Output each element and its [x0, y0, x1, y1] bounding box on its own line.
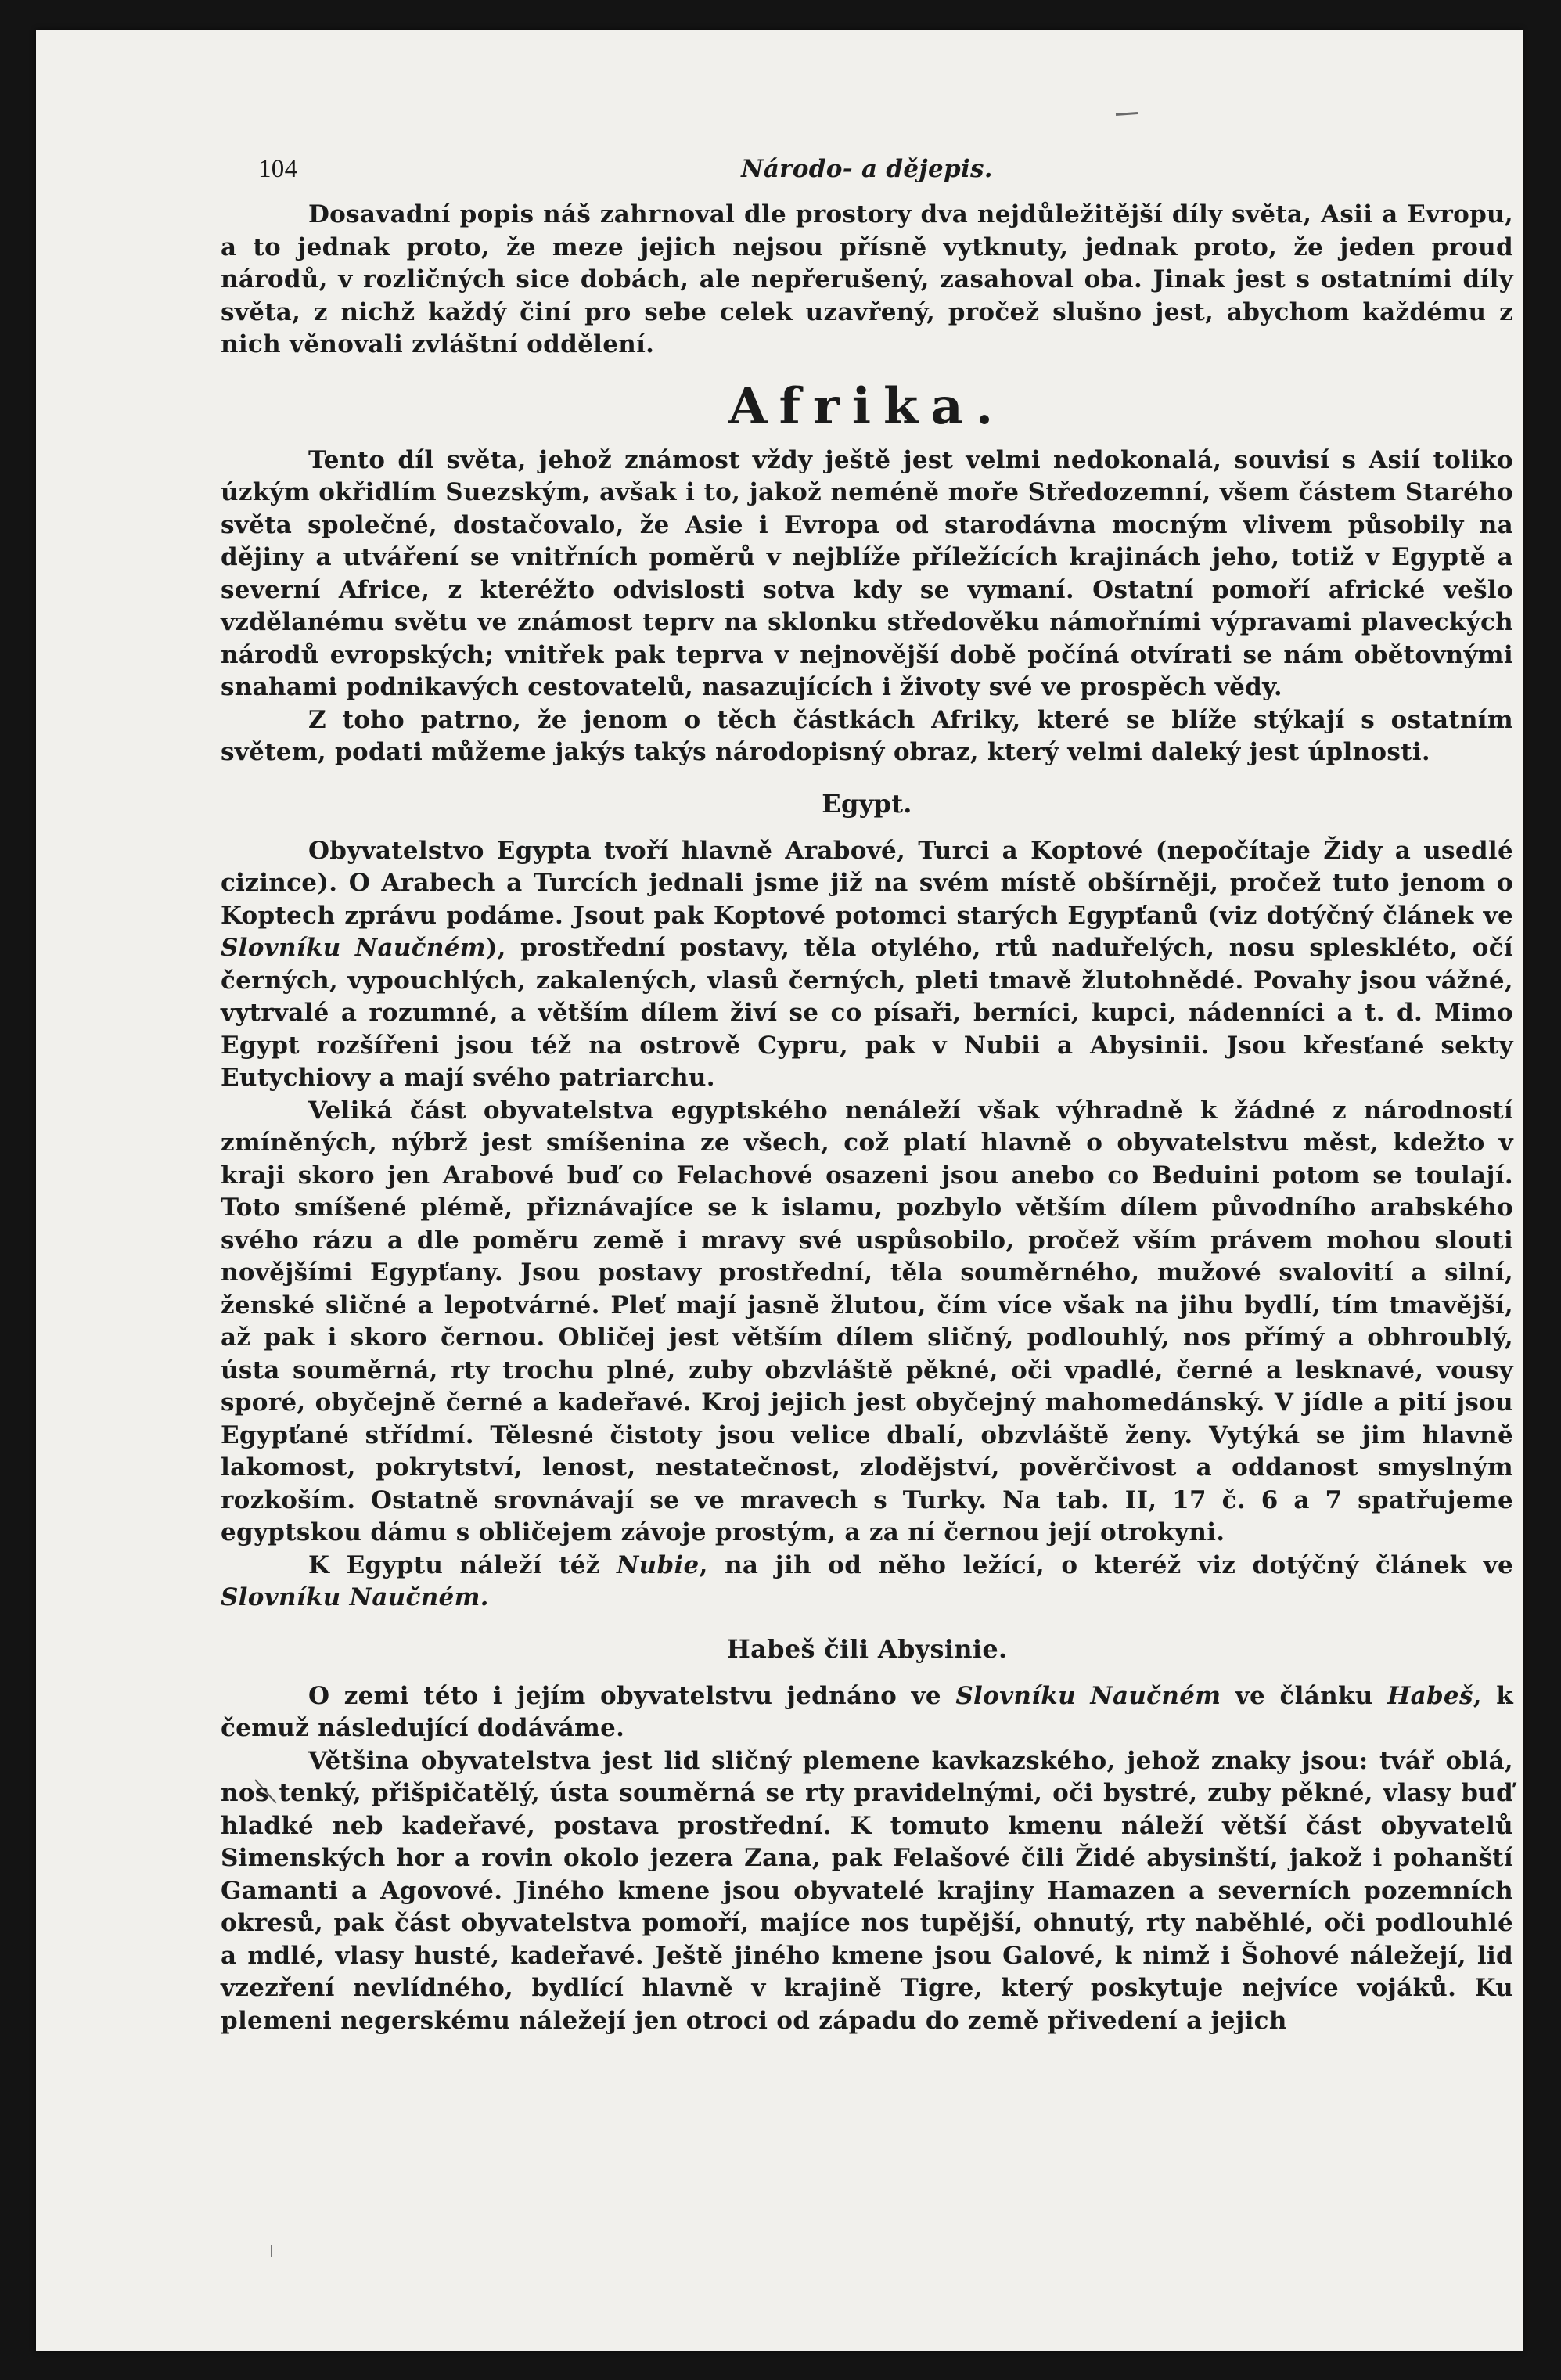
section-title-afrika: Afrika.	[728, 376, 1006, 436]
afrika-paragraph-2: Z toho patrno, že jenom o těch částkách Afriky, které se blíže stýkají s ostatním světem, podati můžeme jakýs takýs národopisný obraz, který velmi daleký jest úplnosti.	[221, 705, 1513, 766]
reference-slovnik: Slovníku Naučném	[955, 1681, 1221, 1710]
reference-slovnik: Slovníku Naučném.	[221, 1583, 489, 1611]
habes-paragraph-2: Většina obyvatelstva jest lid sličný plemene kavkazského, jehož znaky jsou: tvář oblá, nos tenký, přišpičatělý, ústa souměrná se rty pravidelnými, oči bystré, zuby pěkné, vlasy buď hladké neb kadeřavé, postava prostřední. K tomuto kmenu náleží větší část obyvatelů Simenských hor a rovin okolo jezera Zana, pak Felašové čili Židé abysinští, jakož i pohanští Gamanti a Agovové. Jiného kmene jsou obyvatelé krajiny Hamazen a severních pozemních okresů, pak část obyvatelstva pomoří, majíce nos tupější, ohnutý, rty naběhlé, oči podlouhlé a mdlé, vlasy husté, kadeřavé. Ještě jiného kmene jsou Galové, k nimž i Šohové náležejí, lid vzezření nevlídného, bydlící hlavně v krajině Tigre, který poskytuje nejvíce vojáků. Ku plemeni negerskému náležejí jen otroci od západu do země přivedení a jejich	[221, 1746, 1513, 2035]
text-run: Obyvatelstvo Egypta tvoří hlavně Arabové, Turci a Koptové (nepočítaje Židy a usedlé cizince). O Arabech a Turcích jednali jsme již na svém místě obšírněji, pročež tuto jenom o Koptech zprávu podáme. Jsout pak Koptové potomci starých Egypťanů (viz dotýčný článek ve	[221, 836, 1513, 930]
text-run: ve článku	[1221, 1681, 1387, 1710]
text-run: , k čemuž následující dodáváme.	[221, 1681, 1513, 1742]
text-run: , na jih od něho ležící, o kteréž viz dotýčný článek ve	[699, 1550, 1513, 1579]
page-header	[221, 153, 1513, 199]
egypt-paragraph-3	[221, 1550, 1513, 1615]
page-number: 104	[258, 155, 298, 183]
text-run: O zemi této i jejím obyvatelstvu jednáno ve	[308, 1681, 956, 1710]
habes-paragraph-1	[221, 1680, 1513, 1745]
reference-habes: Habeš	[1387, 1681, 1473, 1710]
page-content	[221, 153, 1513, 2037]
reference-slovnik: Slovníku Naučném	[221, 934, 486, 962]
ink-mark	[271, 2245, 272, 2257]
running-head: Národo- a dějepis.	[741, 155, 993, 183]
text-run: K Egyptu náleží též	[308, 1550, 617, 1579]
egypt-paragraph-1	[221, 835, 1513, 1095]
reference-nubie: Nubie	[617, 1550, 700, 1579]
egypt-paragraph-2: Veliká část obyvatelstva egyptského nenáleží však výhradně k žádné z národností zmíněných, nýbrž jest smíšenina ze všech, což platí hlavně o obyvatelstvu měst, kdežto v kraji skoro jen Arabové buď co Felachové osazeni jsou anebo co Beduini potom se toulají. Toto smíšené plémě, přiznávajíce se k islamu, pozbylo větším dílem původního arabského svého rázu a dle poměru země i mravy své uspůsobilo, pročež vším právem mohou slouti novějšími Egypťany. Jsou postavy prostřední, těla souměrného, mužové svalovití a silní, ženské sličné a lepotvárné. Pleť mají jasně žlutou, čím více však na jihu bydlí, tím tmavější, až pak i skoro černou. Obličej jest větším dílem sličný, podlouhlý, nos přímý a obhroublý, ústa souměrná, rty trochu plné, zuby obzvláště pěkné, oči vpadlé, černé a lesknavé, vousy sporé, obyčejně černé a kadeřavé. Kroj jejich jest obyčejný mahomedánský. V jídle a pití jsou Egypťané střídmí. Tělesné čistoty jsou velice dbalí, obzvláště ženy. Vytýká se jim hlavně lakomost, pokrytství, lenost, nestatečnost, zlodějství, pověrčivost a oddanost smyslným rozkoším. Ostatně srovnávají se ve mravech s Turky. Na tab. II, 17 č. 6 a 7 spatřujeme egyptskou dámu s obličejem závoje prostým, a za ní černou její otrokyni.	[221, 1096, 1513, 1546]
subsection-title-egypt: Egypt.	[822, 788, 912, 819]
book-page	[36, 30, 1523, 2351]
subsection-title-habes: Habeš čili Abysinie.	[726, 1633, 1008, 1664]
ink-mark	[1116, 112, 1138, 116]
intro-paragraph: Dosavadní popis náš zahrnoval dle prostory dva nejdůležitější díly světa, Asii a Evropu, a to jednak proto, že meze jejich nejsou přísně vytknuty, jednak proto, že jeden proud národů, v rozličných sice dobách, ale nepřerušený, zasahoval oba. Jinak jest s ostatními díly světa, z nichž každý činí pro sebe celek uzavřený, pročež slušno jest, abychom každému z nich věnovali zvláštní oddělení.	[221, 200, 1513, 358]
text-run: ), prostřední postavy, těla otylého, rtů naduřelých, nosu spleskléto, očí černých, vypouchlých, zakalených, vlasů černých, pleti tmavě žlutohnědé. Povahy jsou vážné, vytrvalé a rozumné, a větším dílem živí se co písaři, berníci, kupci, nádenníci a t. d. Mimo Egypt rozšířeni jsou též na ostrově Cypru, pak v Nubii a Abysinii. Jsou křesťané sekty Eutychiovy a mají svého patriarchu.	[221, 934, 1513, 1092]
afrika-paragraph-1: Tento díl světa, jehož známost vždy ještě jest velmi nedokonalá, souvisí s Asií toliko úzkým okřidlím Suezským, avšak i to, jakož neméně moře Středozemní, všem částem Starého světa společné, dostačovalo, že Asie i Evropa od starodávna mocným vlivem působily na dějiny a utváření se vnitřních poměrů v nejblíže příležících krajinách jeho, totiž v Egyptě a severní Africe, z kteréžto odvislosti sotva kdy se vymaní. Ostatní pomoří africké vešlo vzdělanému světu ve známost teprv na sklonku středověku námořními výpravami plaveckých národů evropských; vnitřek pak teprva v nejnovější době počíná otvírati se nám obětovnými snahami podnikavých cestovatelů, nasazujících i životy své ve prospěch vědy.	[221, 445, 1513, 701]
